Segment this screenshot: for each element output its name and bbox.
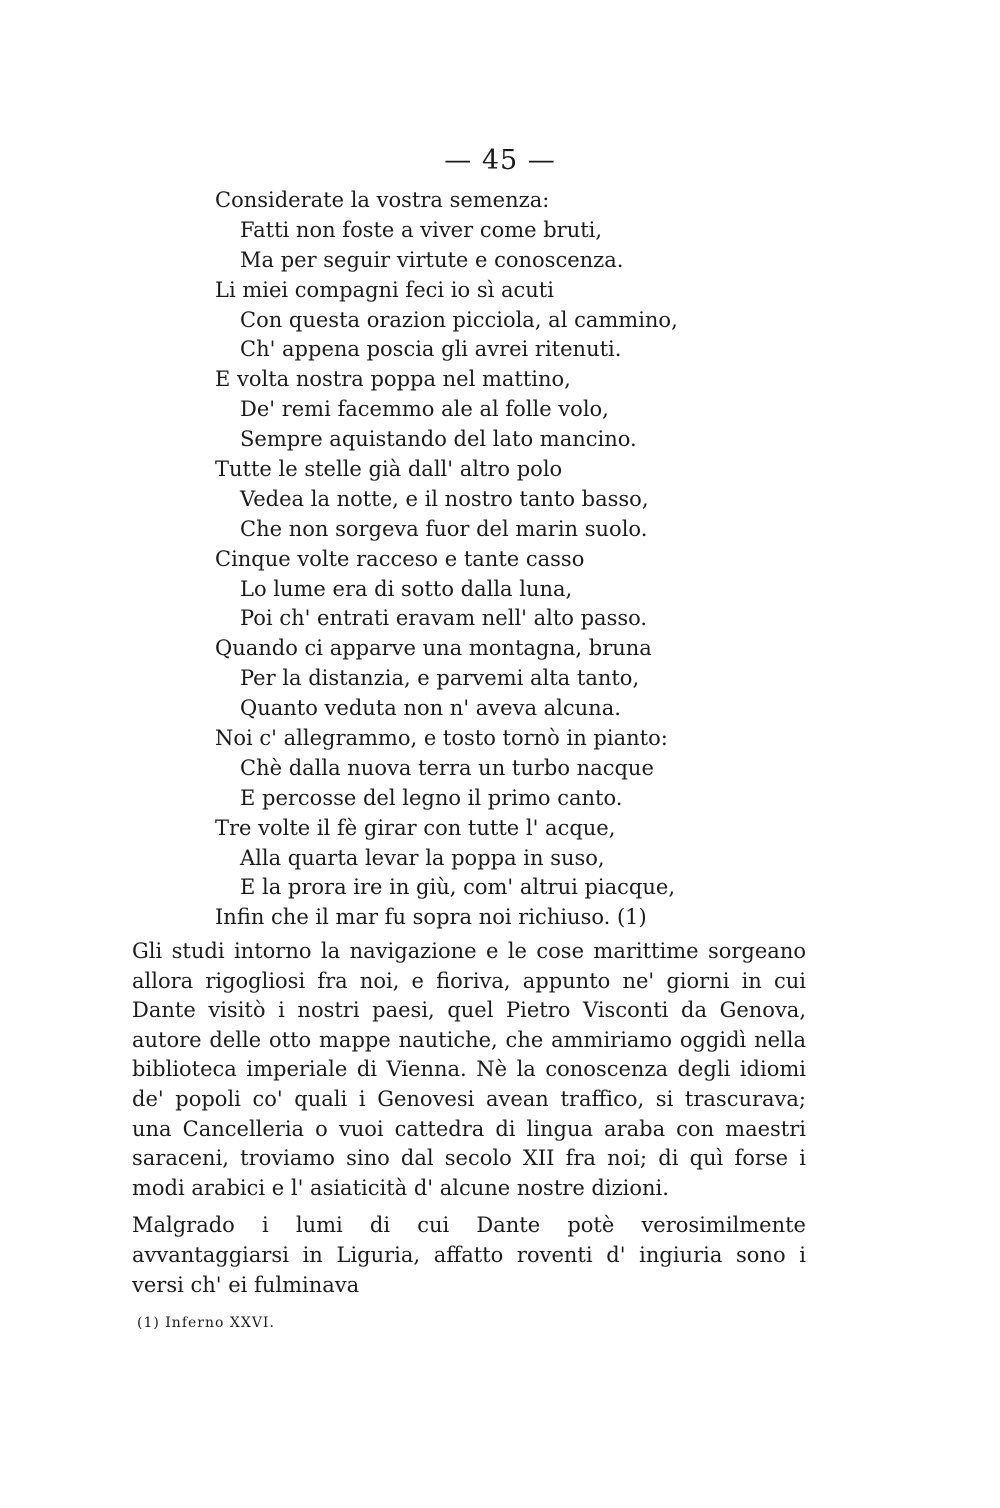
verse-line: Quando ci apparve una montagna, bruna [215, 636, 652, 661]
verse-line: E percosse del legno il primo canto. [240, 785, 623, 810]
verse-line: Li miei compagni feci io sì acuti [215, 277, 554, 302]
verse-line: Poi ch' entrati eravam nell' alto passo. [240, 606, 648, 631]
verse-line: Per la distanzia, e parvemi alta tanto, [240, 666, 640, 691]
verse-line: E volta nostra poppa nel mattino, [215, 367, 571, 392]
verse-line: Sempre aquistando del lato mancino. [240, 427, 637, 452]
verse-line: Cinque volte racceso e tante casso [215, 546, 585, 571]
verse-line: Lo lume era di sotto dalla luna, [240, 576, 573, 601]
verse-line: Tutte le stelle già dall' altro polo [215, 457, 563, 482]
verse-line: Quanto veduta non n' aveva alcuna. [240, 696, 621, 721]
footnote: (1) Inferno XXVI. [137, 1315, 275, 1331]
paragraph-navigation-studies: Gli studi intorno la navigazione e le cose marittime sorgeano allora rigogliosi fra noi, e fioriva, appunto ne' giorni in cui Dante visitò i nostri paesi, quel Pietro Visconti da Genova, autore delle otto mappe nautiche, che ammiriamo oggidì nella biblioteca imperiale di Vienna. Nè la conoscenza degli idiomi de' popoli co' quali i Genovesi avean traffico, si trascurava; una Cancelleria o vuoi cattedra di lingua araba con maestri saraceni, troviamo sino dal secolo XII fra noi; di quì forse i modi arabici e l' asiaticità d' alcune nostre dizioni. [132, 939, 806, 1200]
paragraph-liguria-verses: Malgrado i lumi di cui Dante potè verosimilmente avvantaggiarsi in Liguria, affatto roventi d' ingiuria sono i versi ch' ei fulminava [132, 1213, 806, 1297]
verse-line: De' remi facemmo ale al folle volo, [240, 397, 609, 422]
verse-line: Noi c' allegrammo, e tosto tornò in pianto: [215, 726, 668, 751]
prose-body [132, 937, 806, 1300]
verse-line: E la prora ire in giù, com' altrui piacque, [240, 875, 675, 900]
verse-line: Alla quarta levar la poppa in suso, [240, 845, 605, 870]
page-number: — 45 — [444, 145, 556, 176]
verse-line: Con questa orazion picciola, al cammino, [240, 307, 678, 332]
verse-line: Ma per seguir virtute e conoscenza. [240, 247, 624, 272]
verse-line: Che non sorgeva fuor del marin suolo. [240, 516, 648, 541]
verse-line: Fatti non foste a viver come bruti, [240, 217, 603, 242]
verse-quotation [0, 186, 1000, 933]
verse-line: Chè dalla nuova terra un turbo nacque [240, 755, 654, 780]
verse-line: Ch' appena poscia gli avrei ritenuti. [240, 337, 622, 362]
verse-line: Tre volte il fè girar con tutte l' acque, [215, 815, 616, 840]
verse-line: Infin che il mar fu sopra noi richiuso. (1) [215, 905, 647, 930]
verse-line: Considerate la vostra semenza: [215, 188, 550, 212]
verse-line: Vedea la notte, e il nostro tanto basso, [240, 486, 649, 511]
